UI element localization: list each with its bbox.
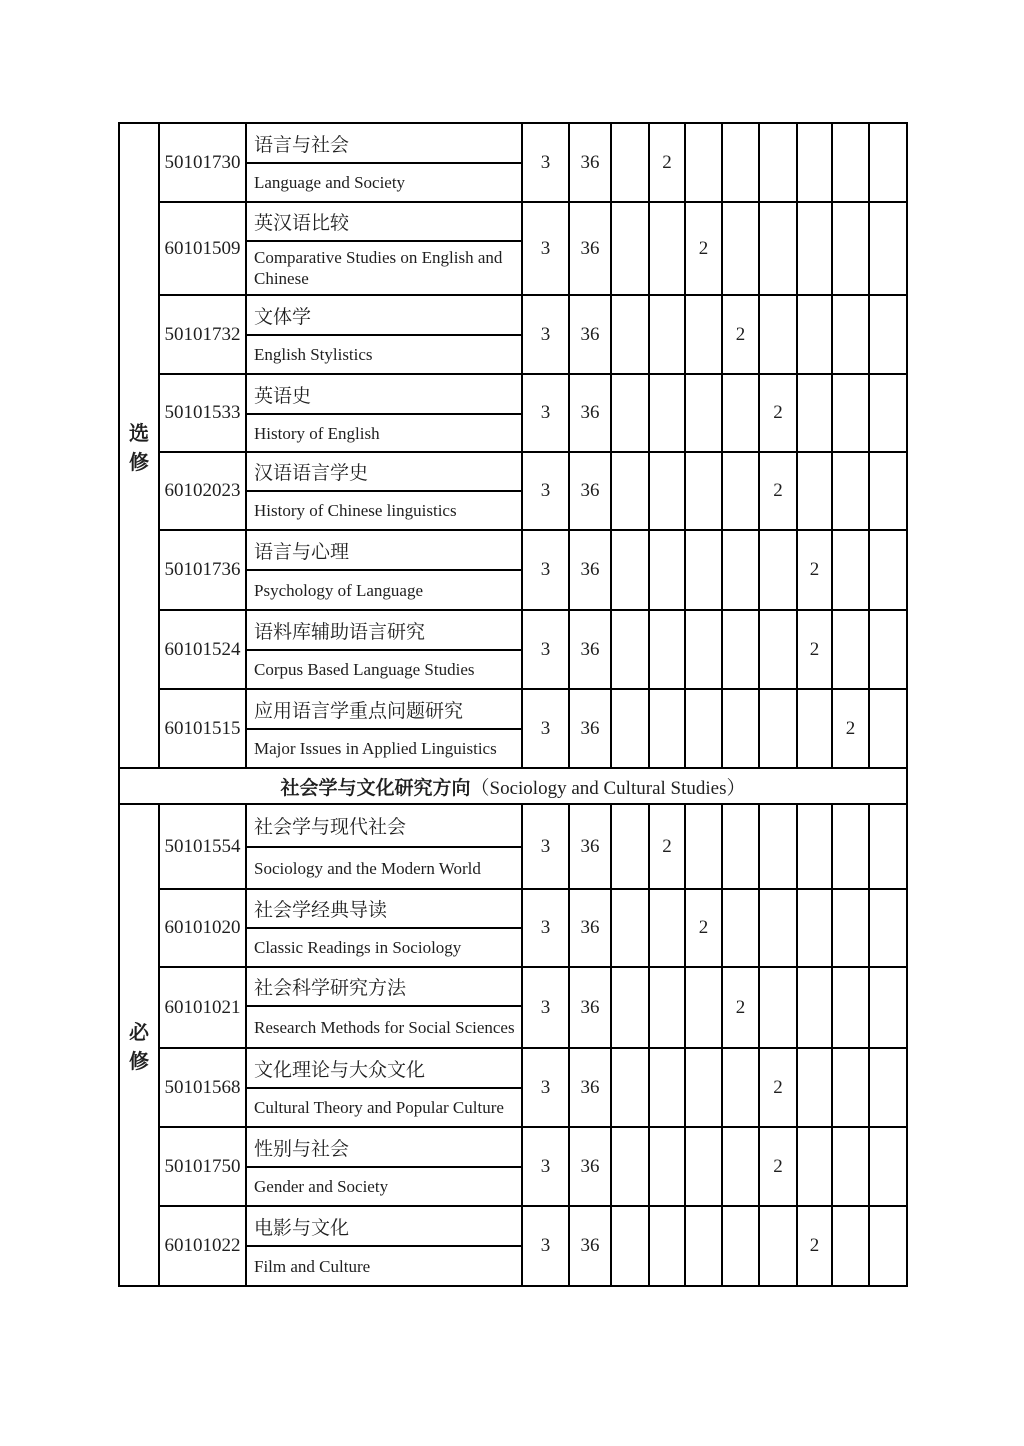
course-name-zh: 语料库辅助语言研究 xyxy=(246,610,522,650)
course-row xyxy=(119,804,907,847)
course-row xyxy=(119,689,907,729)
hours-cell: 36 xyxy=(569,202,611,295)
hours-cell: 36 xyxy=(569,123,611,202)
semester-cell xyxy=(759,123,797,202)
semester-cell xyxy=(832,202,869,295)
semester-cell xyxy=(611,295,649,374)
semester-cell: 2 xyxy=(759,452,797,530)
semester-cell xyxy=(759,967,797,1048)
course-code: 60102023 xyxy=(159,452,246,530)
course-name-zh: 英语史 xyxy=(246,374,522,414)
semester-cell xyxy=(611,123,649,202)
hours-cell: 36 xyxy=(569,967,611,1048)
semester-cell: 2 xyxy=(649,804,685,889)
course-code: 50101533 xyxy=(159,374,246,452)
semester-cell xyxy=(649,689,685,768)
semester-cell xyxy=(869,1127,907,1206)
credits-cell: 3 xyxy=(522,967,569,1048)
hours-cell: 36 xyxy=(569,1206,611,1286)
semester-cell xyxy=(722,804,759,889)
semester-cell xyxy=(832,1048,869,1127)
semester-cell xyxy=(649,610,685,689)
course-name-zh: 社会学与现代社会 xyxy=(246,804,522,847)
semester-cell xyxy=(649,374,685,452)
semester-cell xyxy=(685,295,722,374)
semester-cell xyxy=(611,530,649,610)
credits-cell: 3 xyxy=(522,689,569,768)
semester-cell xyxy=(685,1127,722,1206)
course-name-en: Classic Readings in Sociology xyxy=(246,928,522,967)
semester-cell xyxy=(685,452,722,530)
semester-cell xyxy=(722,610,759,689)
semester-cell: 2 xyxy=(759,1127,797,1206)
course-name-en: Psychology of Language xyxy=(246,570,522,610)
semester-cell xyxy=(722,1127,759,1206)
course-row xyxy=(119,123,907,163)
course-code: 50101736 xyxy=(159,530,246,610)
semester-cell xyxy=(759,530,797,610)
semester-cell xyxy=(649,530,685,610)
semester-cell xyxy=(797,295,832,374)
semester-cell xyxy=(611,202,649,295)
credits-cell: 3 xyxy=(522,889,569,967)
course-name-en: Film and Culture xyxy=(246,1246,522,1286)
hours-cell: 36 xyxy=(569,1127,611,1206)
semester-cell xyxy=(869,967,907,1048)
semester-cell: 2 xyxy=(649,123,685,202)
semester-cell xyxy=(797,374,832,452)
category-cell: 选修 xyxy=(119,123,159,768)
semester-cell xyxy=(832,889,869,967)
course-name-en: English Stylistics xyxy=(246,335,522,374)
hours-cell: 36 xyxy=(569,530,611,610)
semester-cell xyxy=(611,1127,649,1206)
semester-cell xyxy=(797,452,832,530)
hours-cell: 36 xyxy=(569,295,611,374)
course-row xyxy=(119,1048,907,1088)
semester-cell xyxy=(832,530,869,610)
semester-cell xyxy=(722,452,759,530)
category-cell: 必修 xyxy=(119,804,159,1286)
course-code: 50101568 xyxy=(159,1048,246,1127)
course-name-en: History of Chinese linguistics xyxy=(246,491,522,530)
semester-cell xyxy=(797,804,832,889)
credits-cell: 3 xyxy=(522,295,569,374)
semester-cell xyxy=(869,295,907,374)
semester-cell: 2 xyxy=(685,889,722,967)
semester-cell: 2 xyxy=(722,967,759,1048)
credits-cell: 3 xyxy=(522,1127,569,1206)
semester-cell xyxy=(869,804,907,889)
semester-cell xyxy=(832,610,869,689)
semester-cell xyxy=(759,610,797,689)
course-name-zh: 社会学经典导读 xyxy=(246,889,522,928)
course-name-en: Research Methods for Social Sciences xyxy=(246,1006,522,1048)
semester-cell xyxy=(869,1206,907,1286)
course-name-zh: 电影与文化 xyxy=(246,1206,522,1246)
divider-title-en: （Sociology and Cultural Studies） xyxy=(470,777,746,799)
hours-cell: 36 xyxy=(569,452,611,530)
semester-cell xyxy=(649,967,685,1048)
course-code: 60101021 xyxy=(159,967,246,1048)
semester-cell: 2 xyxy=(685,202,722,295)
course-code: 60101509 xyxy=(159,202,246,295)
hours-cell: 36 xyxy=(569,804,611,889)
semester-cell xyxy=(797,889,832,967)
course-row xyxy=(119,202,907,241)
semester-cell xyxy=(869,610,907,689)
semester-cell xyxy=(685,530,722,610)
course-name-zh: 社会科学研究方法 xyxy=(246,967,522,1006)
semester-cell xyxy=(685,610,722,689)
semester-cell xyxy=(685,967,722,1048)
semester-cell xyxy=(685,123,722,202)
semester-cell xyxy=(759,889,797,967)
semester-cell xyxy=(685,689,722,768)
course-name-en: Comparative Studies on English and Chinese xyxy=(246,241,522,295)
semester-cell xyxy=(722,1048,759,1127)
semester-cell xyxy=(649,889,685,967)
semester-cell xyxy=(649,202,685,295)
hours-cell: 36 xyxy=(569,1048,611,1127)
semester-cell xyxy=(722,202,759,295)
hours-cell: 36 xyxy=(569,689,611,768)
semester-cell xyxy=(832,1127,869,1206)
semester-cell xyxy=(832,967,869,1048)
credits-cell: 3 xyxy=(522,452,569,530)
course-name-zh: 性别与社会 xyxy=(246,1127,522,1167)
semester-cell: 2 xyxy=(832,689,869,768)
semester-cell xyxy=(611,452,649,530)
semester-cell xyxy=(832,295,869,374)
credits-cell: 3 xyxy=(522,123,569,202)
semester-cell xyxy=(832,804,869,889)
semester-cell: 2 xyxy=(759,374,797,452)
semester-cell: 2 xyxy=(759,1048,797,1127)
semester-cell xyxy=(869,374,907,452)
course-name-en: Sociology and the Modern World xyxy=(246,847,522,889)
section-divider-row xyxy=(119,768,907,804)
course-code: 50101554 xyxy=(159,804,246,889)
course-row xyxy=(119,374,907,414)
semester-cell: 2 xyxy=(797,1206,832,1286)
credits-cell: 3 xyxy=(522,374,569,452)
semester-cell xyxy=(722,374,759,452)
credits-cell: 3 xyxy=(522,804,569,889)
course-row xyxy=(119,967,907,1006)
semester-cell xyxy=(869,889,907,967)
semester-cell xyxy=(869,123,907,202)
semester-cell: 2 xyxy=(722,295,759,374)
divider-title-zh: 社会学与文化研究方向 xyxy=(280,777,471,799)
course-name-en: Gender and Society xyxy=(246,1167,522,1206)
semester-cell xyxy=(649,1206,685,1286)
course-code: 50101732 xyxy=(159,295,246,374)
course-name-zh: 英汉语比较 xyxy=(246,202,522,241)
course-row xyxy=(119,1127,907,1167)
course-code: 60101020 xyxy=(159,889,246,967)
semester-cell xyxy=(685,1048,722,1127)
semester-cell xyxy=(611,1048,649,1127)
course-name-zh: 文体学 xyxy=(246,295,522,335)
credits-cell: 3 xyxy=(522,202,569,295)
semester-cell xyxy=(722,530,759,610)
semester-cell xyxy=(797,1127,832,1206)
semester-cell xyxy=(759,202,797,295)
credits-cell: 3 xyxy=(522,1206,569,1286)
semester-cell: 2 xyxy=(797,530,832,610)
course-name-en: Cultural Theory and Popular Culture xyxy=(246,1088,522,1127)
course-name-en: Language and Society xyxy=(246,163,522,202)
course-row xyxy=(119,452,907,491)
course-name-zh: 汉语语言学史 xyxy=(246,452,522,491)
semester-cell xyxy=(869,452,907,530)
hours-cell: 36 xyxy=(569,374,611,452)
course-row xyxy=(119,530,907,570)
semester-cell xyxy=(611,689,649,768)
course-name-zh: 语言与社会 xyxy=(246,123,522,163)
semester-cell xyxy=(722,689,759,768)
semester-cell xyxy=(611,610,649,689)
semester-cell xyxy=(722,123,759,202)
course-name-zh: 应用语言学重点问题研究 xyxy=(246,689,522,729)
semester-cell xyxy=(685,374,722,452)
course-row xyxy=(119,889,907,928)
semester-cell xyxy=(611,1206,649,1286)
semester-cell xyxy=(869,1048,907,1127)
semester-cell xyxy=(685,804,722,889)
semester-cell xyxy=(649,452,685,530)
semester-cell xyxy=(759,295,797,374)
course-code: 60101022 xyxy=(159,1206,246,1286)
semester-cell xyxy=(759,804,797,889)
semester-cell xyxy=(611,967,649,1048)
semester-cell xyxy=(797,202,832,295)
semester-cell xyxy=(869,689,907,768)
course-code: 60101515 xyxy=(159,689,246,768)
semester-cell xyxy=(722,889,759,967)
semester-cell xyxy=(869,202,907,295)
semester-cell xyxy=(832,374,869,452)
course-name-zh: 语言与心理 xyxy=(246,530,522,570)
course-name-en: Major Issues in Applied Linguistics xyxy=(246,729,522,768)
semester-cell xyxy=(797,967,832,1048)
semester-cell xyxy=(797,123,832,202)
semester-cell xyxy=(832,1206,869,1286)
semester-cell xyxy=(649,295,685,374)
semester-cell xyxy=(832,452,869,530)
semester-cell xyxy=(759,689,797,768)
semester-cell xyxy=(759,1206,797,1286)
course-code: 50101750 xyxy=(159,1127,246,1206)
course-row xyxy=(119,610,907,650)
course-code: 60101524 xyxy=(159,610,246,689)
semester-cell xyxy=(649,1127,685,1206)
semester-cell xyxy=(685,1206,722,1286)
course-row xyxy=(119,1206,907,1246)
credits-cell: 3 xyxy=(522,610,569,689)
semester-cell xyxy=(611,804,649,889)
curriculum-table xyxy=(118,122,908,1287)
credits-cell: 3 xyxy=(522,1048,569,1127)
semester-cell xyxy=(611,374,649,452)
semester-cell xyxy=(611,889,649,967)
hours-cell: 36 xyxy=(569,610,611,689)
semester-cell xyxy=(722,1206,759,1286)
course-name-zh: 文化理论与大众文化 xyxy=(246,1048,522,1088)
course-row xyxy=(119,295,907,335)
semester-cell xyxy=(649,1048,685,1127)
semester-cell xyxy=(869,530,907,610)
hours-cell: 36 xyxy=(569,889,611,967)
course-name-en: Corpus Based Language Studies xyxy=(246,650,522,689)
semester-cell xyxy=(797,1048,832,1127)
semester-cell xyxy=(797,689,832,768)
course-name-en: History of English xyxy=(246,414,522,452)
semester-cell: 2 xyxy=(797,610,832,689)
course-code: 50101730 xyxy=(159,123,246,202)
section-divider xyxy=(119,768,907,804)
credits-cell: 3 xyxy=(522,530,569,610)
semester-cell xyxy=(832,123,869,202)
